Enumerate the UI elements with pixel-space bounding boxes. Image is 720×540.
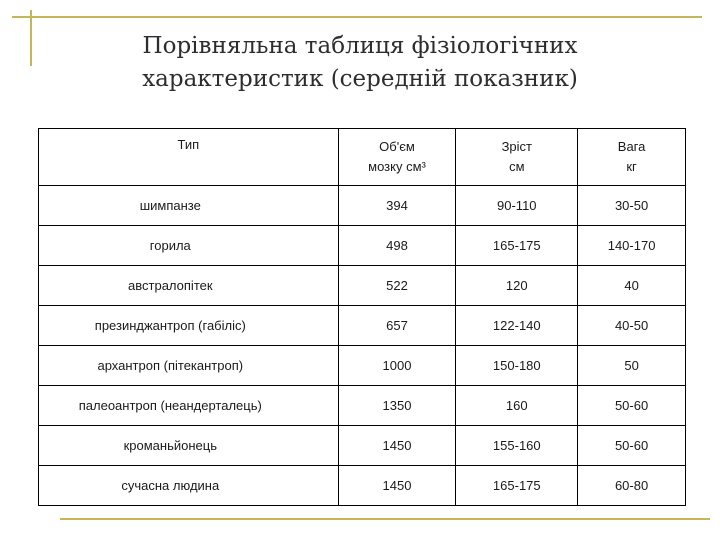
cell-brain-volume: 1450 [338, 466, 456, 506]
cell-brain-volume: 1350 [338, 386, 456, 426]
table-row [39, 346, 686, 386]
cell-weight: 50 [578, 346, 686, 386]
comparison-table [38, 128, 686, 506]
cell-weight: 140-170 [578, 226, 686, 266]
header-weight-line2: кг [626, 159, 637, 174]
table-header-row [39, 129, 686, 186]
table-row [39, 266, 686, 306]
cell-type: кроманьйонець [39, 426, 339, 466]
cell-height: 150-180 [456, 346, 578, 386]
cell-height: 120 [456, 266, 578, 306]
accent-line-top [12, 16, 702, 18]
header-height-line2: см [509, 159, 525, 174]
cell-weight: 50-60 [578, 426, 686, 466]
cell-height: 122-140 [456, 306, 578, 346]
cell-brain-volume: 498 [338, 226, 456, 266]
header-brain-volume-line1: Об'єм [379, 139, 415, 154]
cell-brain-volume: 1000 [338, 346, 456, 386]
header-weight [578, 129, 686, 186]
cell-weight: 60-80 [578, 466, 686, 506]
title-line-2: характеристик (середній показник) [142, 66, 578, 92]
table-row [39, 186, 686, 226]
header-weight-line1: Вага [617, 139, 646, 154]
cell-height: 155-160 [456, 426, 578, 466]
table-row [39, 306, 686, 346]
header-type [39, 129, 339, 186]
table-body [39, 186, 686, 506]
accent-line-left [30, 10, 32, 66]
cell-height: 165-175 [456, 226, 578, 266]
cell-type: шимпанзе [39, 186, 339, 226]
cell-type: архантроп (пітекантроп) [39, 346, 339, 386]
cell-brain-volume: 1450 [338, 426, 456, 466]
header-type-label: Тип [177, 137, 200, 152]
cell-brain-volume: 394 [338, 186, 456, 226]
table-row [39, 386, 686, 426]
accent-line-bottom [60, 518, 710, 520]
cell-type: презинджантроп (габіліс) [39, 306, 339, 346]
cell-height: 90-110 [456, 186, 578, 226]
cell-height: 160 [456, 386, 578, 426]
table-row [39, 426, 686, 466]
title-line-1: Порівняльна таблиця фізіологічних [142, 33, 578, 59]
slide-title [60, 30, 660, 96]
cell-type: австралопітек [39, 266, 339, 306]
cell-height: 165-175 [456, 466, 578, 506]
header-height [456, 129, 578, 186]
cell-brain-volume: 657 [338, 306, 456, 346]
cell-weight: 40 [578, 266, 686, 306]
cell-type: палеоантроп (неандерталець) [39, 386, 339, 426]
header-brain-volume [338, 129, 456, 186]
cell-brain-volume: 522 [338, 266, 456, 306]
header-height-line1: Зріст [501, 139, 532, 154]
cell-weight: 50-60 [578, 386, 686, 426]
header-brain-volume-line2: мозку см³ [368, 159, 426, 174]
table-row [39, 226, 686, 266]
cell-weight: 30-50 [578, 186, 686, 226]
cell-type: сучасна людина [39, 466, 339, 506]
cell-type: горила [39, 226, 339, 266]
table-row [39, 466, 686, 506]
cell-weight: 40-50 [578, 306, 686, 346]
